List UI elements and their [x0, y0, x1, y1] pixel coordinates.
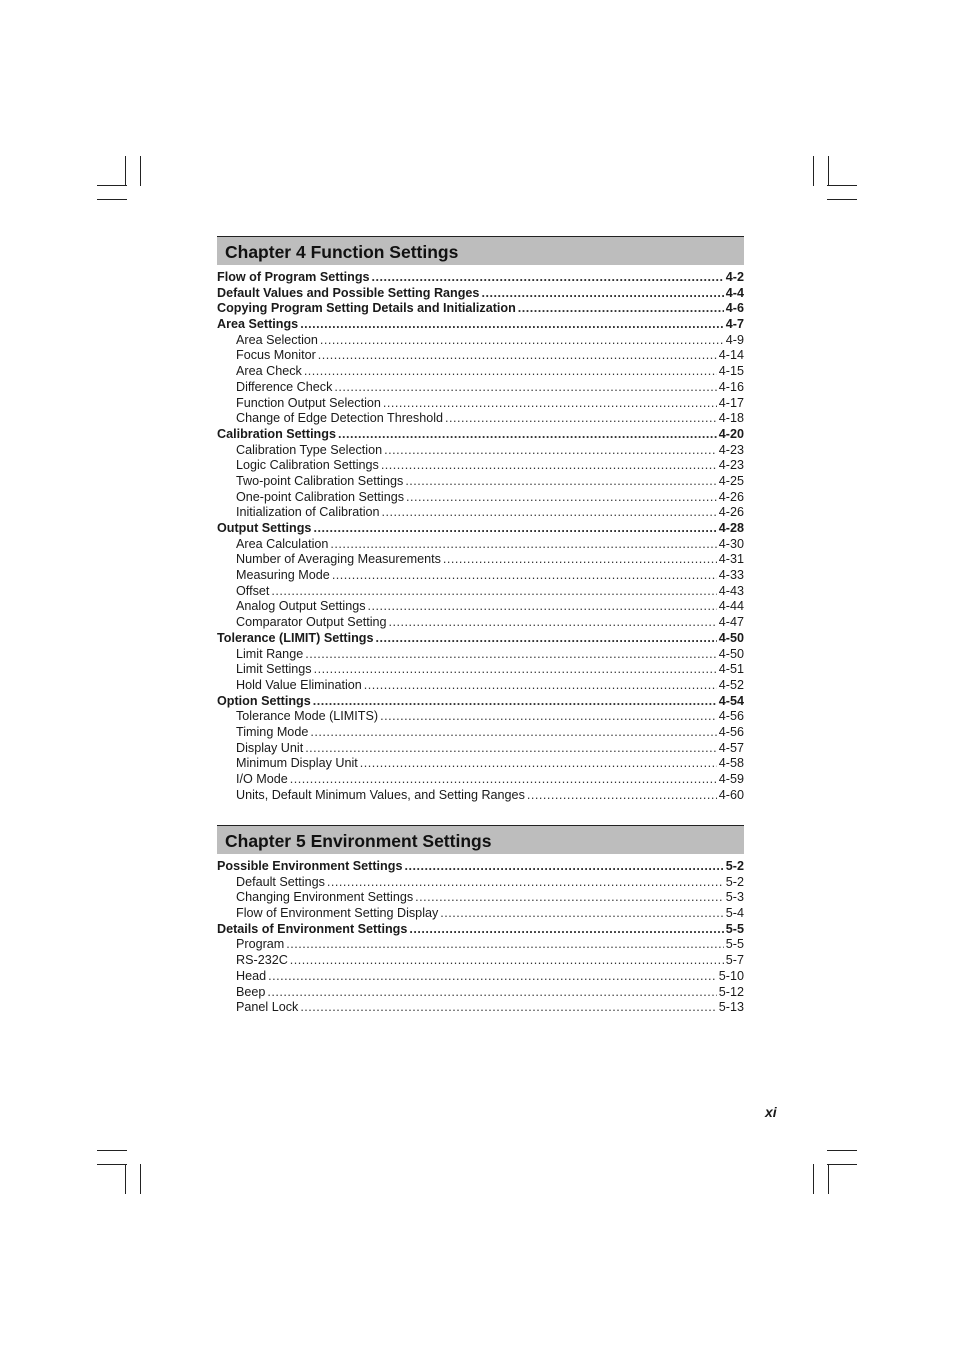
crop-mark [827, 1164, 857, 1165]
toc-entry-page: 5-2 [725, 859, 744, 873]
toc-entry-title: Analog Output Settings [236, 599, 366, 614]
dot-leader [305, 647, 717, 663]
dot-leader [443, 552, 717, 568]
toc-entry-title: Output Settings [217, 521, 312, 535]
chapter-title: Chapter 4 Function Settings [225, 241, 459, 262]
toc-entry[interactable] [217, 788, 744, 804]
toc-entry-title: Offset [236, 583, 270, 598]
toc-entry-title: Measuring Mode [236, 568, 330, 583]
toc-entry[interactable] [217, 458, 744, 474]
toc-entry[interactable] [217, 631, 744, 647]
toc-entry[interactable] [217, 694, 744, 710]
toc-entry[interactable] [217, 537, 744, 553]
toc-entry[interactable] [217, 969, 744, 985]
toc-entry-page: 4-31 [718, 552, 744, 567]
dot-leader [332, 568, 717, 584]
dot-leader [384, 443, 717, 459]
crop-mark [97, 1164, 127, 1165]
crop-mark [813, 1164, 814, 1194]
crop-mark [97, 185, 127, 186]
toc-entry[interactable] [217, 380, 744, 396]
toc-entry-title: Possible Environment Settings [217, 859, 403, 873]
crop-mark [97, 199, 127, 200]
toc-entry-page: 5-4 [725, 906, 744, 921]
dot-leader [320, 333, 724, 349]
page-number: xi [765, 1104, 777, 1120]
toc-entry-page: 4-52 [718, 677, 744, 692]
toc-entry-page: 4-47 [718, 615, 744, 630]
toc-entry-title: Comparator Output Setting [236, 615, 387, 630]
dot-leader [372, 270, 724, 286]
toc-entry[interactable] [217, 317, 744, 333]
dot-leader [334, 380, 716, 396]
dot-leader [383, 396, 717, 412]
dot-leader [409, 922, 723, 938]
toc-entry-title: Beep [236, 984, 266, 999]
toc-entry-title: Panel Lock [236, 1000, 299, 1015]
toc-entry-page: 4-9 [725, 332, 744, 347]
chapter-heading [217, 236, 744, 265]
toc-entry[interactable] [217, 709, 744, 725]
toc-entry-title: Option Settings [217, 693, 311, 708]
crop-mark [125, 156, 126, 186]
toc-entry[interactable] [217, 599, 744, 615]
toc-entry[interactable] [217, 859, 744, 875]
chapter-title: Chapter 5 Environment Settings [225, 830, 492, 851]
toc-entry[interactable] [217, 521, 744, 537]
toc-entry[interactable] [217, 906, 744, 922]
toc-entry-title: Flow of Environment Setting Display [236, 906, 439, 921]
dot-leader [300, 317, 724, 333]
chapter-4-section [217, 236, 744, 803]
toc-entry-title: Initialization of Calibration [236, 505, 380, 520]
toc-entry-title: Calibration Settings [217, 426, 336, 441]
toc-entry-title: Logic Calibration Settings [236, 458, 379, 473]
dot-leader [318, 348, 717, 364]
toc-entry-title: Number of Averaging Measurements [236, 552, 441, 567]
crop-mark [125, 1164, 126, 1194]
toc-entry-page: 4-17 [718, 395, 744, 410]
toc-entry-page: 5-10 [718, 968, 744, 983]
toc-entry-page: 5-5 [725, 937, 744, 952]
dot-leader [330, 537, 716, 553]
toc-entry-page: 5-13 [718, 1000, 744, 1015]
toc-entry-page: 4-59 [718, 772, 744, 786]
toc-entry-title: Details of Environment Settings [217, 921, 408, 936]
dot-leader [381, 458, 717, 474]
dot-leader [310, 725, 716, 741]
toc-entry-title: Display Unit [236, 740, 304, 755]
toc-entry-title: One-point Calibration Settings [236, 489, 405, 504]
dot-leader [314, 662, 717, 678]
toc-entry[interactable] [217, 364, 744, 380]
toc-entry-page: 4-44 [718, 599, 744, 614]
toc-entry[interactable] [217, 443, 744, 459]
toc-entry-title: Area Settings [217, 317, 299, 332]
toc-entry[interactable] [217, 678, 744, 694]
toc-entry[interactable] [217, 270, 744, 286]
toc-entry[interactable] [217, 505, 744, 521]
toc-entry-page: 5-3 [725, 890, 744, 905]
toc-entry[interactable] [217, 584, 744, 600]
toc-entry-title: Area Selection [236, 332, 318, 347]
toc-entry[interactable] [217, 937, 744, 953]
toc-entry-title: Minimum Display Unit [236, 756, 358, 771]
dot-leader [368, 599, 717, 615]
toc-entry-title: I/O Mode [236, 772, 288, 786]
toc-entry[interactable] [217, 1000, 744, 1016]
dot-leader [404, 859, 723, 875]
dot-leader [382, 505, 717, 521]
toc-entry-page: 4-6 [725, 301, 744, 316]
toc-entry-title: Hold Value Elimination [236, 677, 362, 692]
toc-entry-title: Difference Check [236, 379, 333, 394]
dot-leader [290, 953, 724, 969]
dot-leader [389, 615, 717, 631]
toc-entry-page: 4-30 [718, 536, 744, 551]
crop-mark [827, 199, 857, 200]
toc-entry-title: Function Output Selection [236, 395, 381, 410]
toc-entry-title: Tolerance (LIMIT) Settings [217, 630, 374, 645]
toc-entry-page: 4-51 [718, 662, 744, 677]
toc-entry-title: Change of Edge Detection Threshold [236, 411, 444, 426]
dot-leader [518, 301, 724, 317]
dot-leader [305, 741, 717, 757]
toc-entry[interactable] [217, 286, 744, 302]
dot-leader [313, 694, 717, 710]
toc-entry[interactable] [217, 647, 744, 663]
toc-entry-title: Copying Program Setting Details and Initialization [217, 301, 516, 316]
toc-entry-page: 4-54 [718, 693, 744, 708]
toc-entry[interactable] [217, 301, 744, 317]
toc-entry-page: 5-2 [725, 874, 744, 889]
toc-entry-page: 4-50 [718, 646, 744, 661]
toc-entry-page: 4-16 [718, 379, 744, 394]
toc-entry[interactable] [217, 890, 744, 906]
toc-entry-page: 4-26 [718, 505, 744, 520]
toc-entry-page: 4-33 [718, 568, 744, 583]
toc-entry-title: Limit Range [236, 646, 304, 661]
crop-mark [813, 156, 814, 186]
toc-entry-page: 4-15 [718, 364, 744, 379]
toc-entry-page: 4-50 [718, 630, 744, 645]
crop-mark [828, 156, 829, 186]
dot-leader [405, 474, 716, 490]
dot-leader [445, 411, 717, 427]
crop-mark [140, 1164, 141, 1194]
toc-entry-title: Limit Settings [236, 662, 312, 677]
toc-entry-page: 4-43 [718, 583, 744, 598]
toc-list [217, 270, 744, 803]
toc-entry-title: Tolerance Mode (LIMITS) [236, 709, 379, 724]
toc-entry[interactable] [217, 552, 744, 568]
toc-entry-title: Changing Environment Settings [236, 890, 414, 905]
toc-entry-title: Program [236, 937, 285, 952]
toc-entry-page: 5-12 [718, 984, 744, 999]
dot-leader [338, 427, 717, 443]
toc-entry-title: Units, Default Minimum Values, and Setting Ranges [236, 787, 525, 802]
toc-entry-page: 4-23 [718, 442, 744, 457]
dot-leader [290, 772, 717, 788]
toc-entry[interactable] [217, 741, 744, 757]
toc-entry-page: 4-7 [725, 317, 744, 332]
toc-entry[interactable] [217, 348, 744, 364]
dot-leader [286, 937, 724, 953]
toc-entry-title: Default Values and Possible Setting Ranges [217, 285, 480, 300]
toc-entry-title: Two-point Calibration Settings [236, 473, 404, 488]
crop-mark [827, 1150, 857, 1151]
toc-entry[interactable] [217, 615, 744, 631]
dot-leader [360, 756, 717, 772]
toc-entry-page: 4-26 [718, 489, 744, 504]
toc-entry-title: Timing Mode [236, 724, 309, 739]
toc-entry[interactable] [217, 333, 744, 349]
toc-entry-page: 4-14 [718, 348, 744, 363]
toc-entry-title: Flow of Program Settings [217, 270, 370, 284]
toc-list [217, 859, 744, 1016]
toc-entry[interactable] [217, 568, 744, 584]
dot-leader [267, 985, 716, 1001]
dot-leader [406, 490, 717, 506]
dot-leader [481, 286, 723, 302]
dot-leader [380, 709, 717, 725]
toc-entry-page: 4-18 [718, 411, 744, 426]
crop-mark [828, 1164, 829, 1194]
chapter-heading [217, 825, 744, 854]
toc-entry[interactable] [217, 875, 744, 891]
dot-leader [376, 631, 717, 647]
toc-entry-page: 4-58 [718, 756, 744, 771]
toc-entry-title: Focus Monitor [236, 348, 316, 363]
toc-entry-page: 4-57 [718, 740, 744, 755]
toc-entry[interactable] [217, 756, 744, 772]
toc-entry-title: RS-232C [236, 953, 288, 968]
toc-entry-page: 4-28 [718, 521, 744, 535]
toc-entry-title: Head [236, 968, 267, 983]
crop-mark [827, 185, 857, 186]
dot-leader [268, 969, 717, 985]
toc-entry[interactable] [217, 474, 744, 490]
dot-leader [364, 678, 717, 694]
chapter-5-section [217, 825, 744, 1016]
dot-leader [327, 875, 724, 891]
toc-entry[interactable] [217, 725, 744, 741]
crop-mark [97, 1150, 127, 1151]
toc-entry[interactable] [217, 411, 744, 427]
toc-entry-title: Default Settings [236, 874, 325, 889]
toc-entry-title: Area Calculation [236, 536, 329, 551]
dot-leader [527, 788, 717, 804]
dot-leader [440, 906, 724, 922]
dot-leader [271, 584, 716, 600]
toc-entry-page: 4-56 [718, 709, 744, 724]
crop-mark [140, 156, 141, 186]
dot-leader [300, 1000, 716, 1016]
toc-entry[interactable] [217, 662, 744, 678]
toc-entry-page: 4-20 [718, 426, 744, 441]
toc-entry[interactable] [217, 427, 744, 443]
toc-entry[interactable] [217, 772, 744, 788]
toc-entry-page: 4-56 [718, 724, 744, 739]
toc-entry[interactable] [217, 396, 744, 412]
toc-entry[interactable] [217, 490, 744, 506]
toc-entry-page: 4-23 [718, 458, 744, 473]
toc-entry[interactable] [217, 985, 744, 1001]
toc-entry-title: Calibration Type Selection [236, 442, 383, 457]
toc-entry[interactable] [217, 922, 744, 938]
dot-leader [415, 890, 724, 906]
toc-entry[interactable] [217, 953, 744, 969]
toc-entry-page: 5-7 [725, 953, 744, 968]
toc-entry-page: 4-2 [725, 270, 744, 284]
toc-entry-page: 4-4 [725, 285, 744, 300]
toc-entry-page: 5-5 [725, 921, 744, 936]
toc-entry-page: 4-25 [718, 473, 744, 488]
toc-entry-page: 4-60 [718, 787, 744, 802]
dot-leader [304, 364, 717, 380]
dot-leader [313, 521, 716, 537]
toc-entry-title: Area Check [236, 364, 302, 379]
